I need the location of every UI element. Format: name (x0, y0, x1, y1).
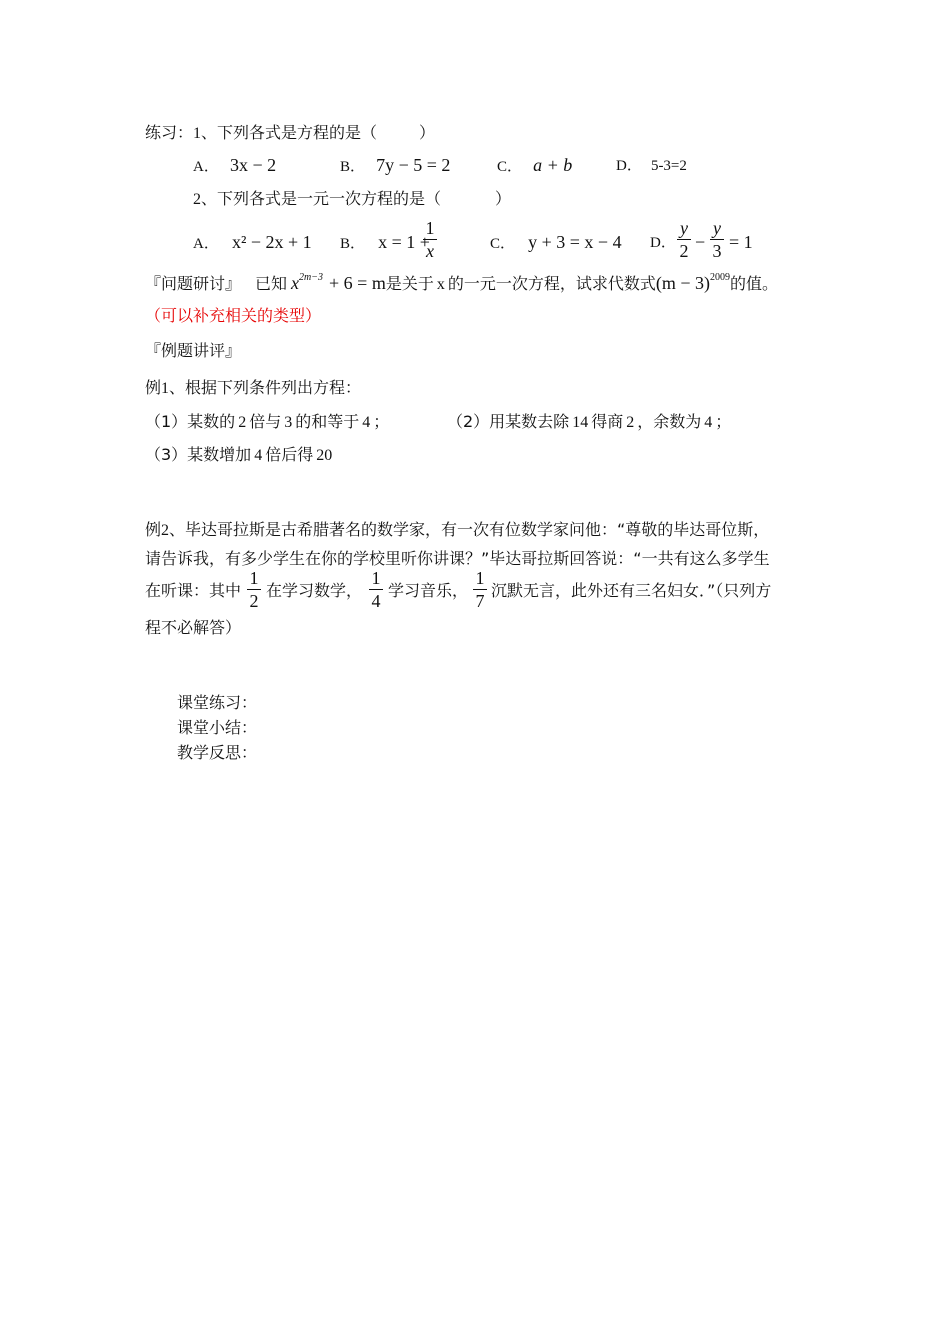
example-2-line-3b: 在学习数学， (266, 581, 363, 600)
example-1-item-3 (145, 444, 332, 467)
option-label: D． (650, 235, 676, 251)
research-heading: 『问题研讨』 (145, 274, 242, 293)
item-text: 倍后得 (265, 445, 314, 464)
example-text: 、根据下列条件列出方程： (169, 378, 362, 397)
class-practice: 课堂练习： (177, 693, 258, 712)
equation-rest: + 6 = m (329, 273, 386, 293)
exercise-1-option-b (340, 154, 450, 178)
fraction-denominator: 2 (249, 591, 259, 611)
example-2-line-3c: 学习音乐， (388, 581, 469, 600)
question-text: 、下列各式是一元一次方程的是（ (201, 189, 442, 208)
fraction-numerator: y (713, 218, 721, 238)
fraction-denominator: x (426, 241, 434, 261)
research-mid: 是关于 (385, 274, 434, 293)
example-2-line-3a: 在听课：其中 (145, 581, 242, 600)
fraction-numerator: 1 (371, 568, 381, 588)
option-label: C． (497, 159, 523, 175)
fraction-one-quarter (369, 568, 383, 611)
option-d-minus: − (695, 232, 706, 252)
item-text: 倍与 (249, 412, 282, 431)
question-number: 2 (193, 191, 201, 208)
example-label: 例 (145, 520, 162, 539)
class-summary: 课堂小结： (177, 718, 258, 737)
fraction-numerator: y (680, 218, 688, 238)
example-2-line-2: 请告诉我，有多少学生在你的学校里听你讲课？”毕达哥拉斯回答说：“一共有这么多学生 (145, 549, 770, 568)
example-2-line-1 (145, 519, 769, 542)
exercise-prefix: 练习： (145, 123, 194, 142)
example-1-item-2 (447, 411, 731, 434)
equation-base: x (291, 273, 300, 293)
example-label: 例 (145, 378, 162, 397)
item-text: 的和等于 (295, 412, 360, 431)
fraction-numerator: 1 (425, 218, 435, 238)
option-d-fraction-1 (677, 218, 691, 261)
item-number: 3 (284, 414, 293, 431)
option-b-fraction (423, 218, 437, 261)
item-text: 得商 (591, 412, 624, 431)
example-2-line-3d: 沉默无言，此外还有三名妇女．”（只列方 (491, 581, 772, 600)
item-number: 4 (362, 414, 371, 431)
fraction-denominator: 3 (712, 241, 722, 261)
item-number: 2 (238, 414, 247, 431)
fraction-numerator: 1 (249, 568, 259, 588)
item-number: 4 (704, 414, 713, 431)
question-text: 、下列各式是方程的是（ (201, 123, 378, 142)
exercise-2-option-c (490, 231, 622, 255)
exercise-2-option-a (193, 231, 312, 255)
research-variable: x (436, 276, 445, 293)
research-problem (145, 272, 778, 298)
example-number: 2 (161, 522, 170, 539)
teaching-reflection: 教学反思： (177, 743, 258, 762)
option-label: A． (193, 159, 219, 175)
option-formula: 5-3=2 (650, 158, 687, 174)
research-end: 的值。 (730, 274, 779, 293)
equation-exponent: 2m−3 (299, 272, 324, 283)
option-formula: 3x − 2 (229, 155, 277, 175)
option-d-rest: = 1 (729, 232, 753, 252)
fraction-one-seventh (473, 568, 487, 611)
exercise-1-question (145, 122, 435, 145)
exercise-2-option-d (650, 231, 676, 254)
option-label: B． (340, 236, 366, 252)
research-mid2: 的一元一次方程，试求代数式 (447, 274, 656, 293)
option-formula: 7y − 5 = 2 (376, 155, 451, 175)
item-number: 20 (316, 447, 333, 464)
example-2-line-4: 程不必解答） (145, 618, 242, 637)
item-text: （3）某数增加 (145, 445, 252, 464)
exercise-1-option-d (616, 154, 687, 177)
exercise-1-option-a (193, 154, 276, 178)
option-formula: x² − 2x + 1 (231, 232, 312, 252)
item-text: （1）某数的 (145, 412, 236, 431)
option-label: D． (616, 158, 642, 174)
expression-exponent: 2009 (710, 272, 730, 283)
research-known: 已知 (255, 274, 288, 293)
item-number: 2 (626, 414, 635, 431)
fraction-denominator: 2 (679, 241, 689, 261)
option-label: A． (193, 236, 219, 252)
example-1-title (145, 377, 361, 400)
question-close: ） (419, 123, 436, 142)
example-heading: 『例题讲评』 (145, 341, 242, 360)
item-number: 4 (254, 447, 263, 464)
example-number: 1 (161, 380, 170, 397)
item-text: ； (373, 412, 390, 431)
exercise-2-option-b (340, 231, 430, 255)
research-note: （可以补充相关的类型） (145, 306, 322, 325)
option-formula: x = 1 + (378, 232, 430, 252)
fraction-one-half (247, 568, 261, 611)
item-text: （2）用某数去除 (447, 412, 570, 431)
example-text: 、毕达哥拉斯是古希腊著名的数学家，有一次有位数学家问他：“尊敬的毕达哥位斯， (169, 520, 770, 539)
option-label: B． (340, 159, 366, 175)
exercise-2-question (193, 188, 511, 211)
question-close: ） (495, 189, 512, 208)
expression: (m − 3) (655, 273, 710, 293)
question-number: 1 (193, 125, 202, 142)
item-number: 14 (572, 414, 589, 431)
item-text: ，余数为 (637, 412, 702, 431)
option-d-fraction-2 (710, 218, 724, 261)
item-text: ； (715, 412, 732, 431)
fraction-numerator: 1 (475, 568, 485, 588)
option-formula: a + b (533, 155, 573, 175)
option-formula: y + 3 = x − 4 (528, 232, 622, 252)
exercise-1-option-c (497, 154, 572, 178)
fraction-denominator: 7 (475, 591, 485, 611)
option-label: C． (490, 236, 516, 252)
example-1-item-1 (145, 411, 389, 434)
fraction-denominator: 4 (371, 591, 381, 611)
